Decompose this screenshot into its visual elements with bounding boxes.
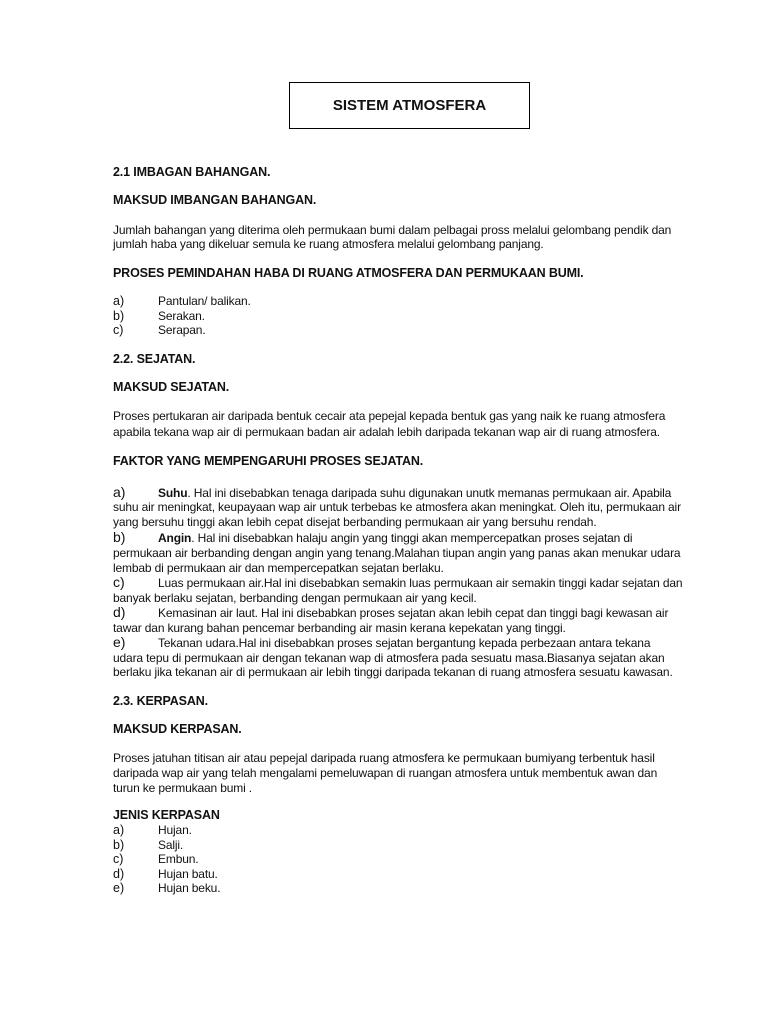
factor-text: Luas permukaan air.Hal ini disebabkan semakin luas permukaan air semakin tinggi kadar sejatan dan — [158, 576, 683, 590]
subheading: JENIS KERPASAN — [113, 808, 220, 822]
list-label: b) — [113, 309, 125, 323]
factor-text-line: tawar dan kurang bahan pencemar berbanding air masin kerana kepekatan yang tinggi. — [113, 621, 566, 635]
paragraph-line: apabila tekana wap air di permukaan badan air adalah lebih daripada tekanan wap air di ruang atmosfera. — [113, 425, 660, 439]
section-heading: 2.3. KERPASAN. — [113, 694, 208, 708]
factor-label: b) — [113, 529, 126, 545]
list-item: Salji. — [158, 838, 184, 852]
factor-text: . Hal ini disebabkan halaju angin yang tinggi akan mempercepatkan proses sejatan di — [191, 531, 633, 545]
subheading: FAKTOR YANG MEMPENGARUHI PROSES SEJATAN. — [113, 454, 424, 468]
list-item: Pantulan/ balikan. — [158, 294, 251, 308]
subheading: MAKSUD IMBANGAN BAHANGAN. — [113, 193, 317, 207]
list-label: b) — [113, 838, 125, 852]
factor-text-line: lembab di permukaan air dan mempercepatkan sejatan berlaku. — [113, 561, 444, 575]
list-item: Hujan. — [158, 823, 192, 837]
factor-text: Tekanan udara.Hal ini disebabkan proses sejatan bergantung kepada perbezaan antara tekana — [158, 636, 651, 650]
factor-text-line: udara tepu di permukaan air dengan tekanan wap di atmosfera pada sesuatu masa.Biasanya sejatan akan — [113, 651, 665, 665]
subheading: MAKSUD KERPASAN. — [113, 722, 242, 736]
factor-item — [158, 636, 650, 650]
list-label: a) — [113, 823, 125, 837]
factor-item — [158, 486, 671, 500]
paragraph-line: Proses pertukaran air daripada bentuk cecair ata pepejal kepada bentuk gas yang naik ke ruang atmosfera — [113, 409, 666, 423]
list-item: Hujan batu. — [158, 867, 218, 881]
factor-name: Suhu — [158, 486, 188, 500]
list-item: Serapan. — [158, 323, 206, 337]
paragraph-line: Jumlah bahangan yang diterima oleh permukaan bumi dalam pelbagai pross melalui gelombang pendik dan — [113, 223, 672, 237]
factor-text-line: berlaku jika tekanan air di permukaan air lebih tinggi daripada tekanan di ruang atmosfera sesuatu kawasan. — [113, 665, 673, 679]
list-label: c) — [113, 323, 124, 337]
factor-label: c) — [113, 574, 125, 590]
factor-text-line: suhu air meningkat, keupayaan wap air untuk terbebas ke atmosfera akan meningkat. Oleh itu, permukaan air — [113, 500, 681, 514]
factor-label: d) — [113, 604, 126, 620]
section-heading: 2.1 IMBAGAN BAHANGAN. — [113, 165, 271, 179]
paragraph-line: jumlah haba yang dikeluar semula ke ruang atmosfera melalui gelombang panjang. — [113, 237, 544, 251]
list-label: d) — [113, 867, 125, 881]
section-heading: 2.2. SEJATAN. — [113, 352, 196, 366]
factor-text-line: banyak berlaku sejatan, berbanding dengan permukaan air yang kecil. — [113, 591, 477, 605]
list-label: a) — [113, 294, 125, 308]
paragraph-line: turun ke permukaan bumi . — [113, 781, 252, 795]
factor-text: . Hal ini disebabkan tenaga daripada suhu digunakan unutk memanas permukaan air. Apabila — [187, 486, 672, 500]
factor-text-line: yang bersuhu tinggi akan lebih cepat disejat berbanding permukaan air yang bersuhu rendah. — [113, 515, 597, 529]
list-item: Serakan. — [158, 309, 205, 323]
list-item: Embun. — [158, 852, 199, 866]
factor-label: e) — [113, 634, 126, 650]
paragraph-line: daripada wap air yang telah mengalami pemeluwapan di ruangan atmosfera untuk membentuk awan dan — [113, 766, 658, 780]
factor-label: a) — [113, 484, 126, 500]
subheading: PROSES PEMINDAHAN HABA DI RUANG ATMOSFERA DAN PERMUKAAN BUMI. — [113, 266, 584, 280]
title-box — [289, 82, 530, 129]
factor-item — [158, 606, 668, 620]
document-title: SISTEM ATMOSFERA — [332, 97, 487, 114]
factor-name: Angin — [158, 531, 192, 545]
factor-item — [158, 531, 632, 545]
subheading: MAKSUD SEJATAN. — [113, 380, 230, 394]
list-label: e) — [113, 881, 125, 895]
paragraph-line: Proses jatuhan titisan air atau pepejal daripada ruang atmosfera ke permukaan bumiyang terbentuk hasil — [113, 751, 655, 765]
factor-text-line: permukaan air berbanding dengan angin yang tenang.Malahan tiupan angin yang panas akan menukar udara — [113, 546, 681, 560]
factor-text: Kemasinan air laut. Hal ini disebabkan proses sejatan akan lebih cepat dan tinggi bagi kewasan air — [158, 606, 669, 620]
list-item: Hujan beku. — [158, 881, 221, 895]
list-label: c) — [113, 852, 124, 866]
factor-item — [158, 576, 682, 590]
